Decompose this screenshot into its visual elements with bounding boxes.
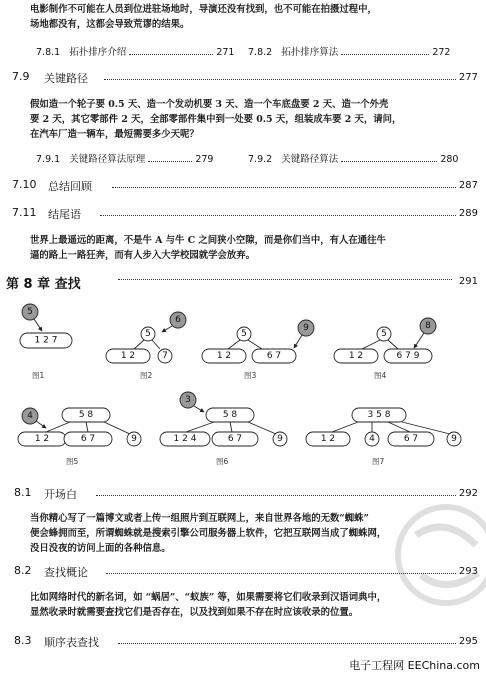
toc-number: 8.3 bbox=[14, 634, 32, 647]
fig7-child4-keys: 9 bbox=[451, 434, 457, 444]
paragraph-line: 假如造一个轮子要 0.5 天、造一个发动机要 3 天、造一个车底盘要 2 天、造一个外壳 bbox=[30, 99, 389, 110]
toc-number: 8.1 bbox=[14, 486, 32, 499]
toc-title: 结尾语 bbox=[48, 208, 81, 221]
toc-title: 总结回顾 bbox=[48, 180, 92, 193]
fig6-mid-keys: 6 7 bbox=[227, 434, 243, 444]
toc-entry-7-10[interactable] bbox=[0, 178, 486, 194]
dot-leader bbox=[118, 634, 456, 644]
fig4-right-keys: 6 7 9 bbox=[396, 351, 420, 361]
fig3-left-keys: 1 2 bbox=[216, 351, 232, 361]
section-paragraph-7-11 bbox=[30, 233, 470, 263]
toc-title: 拓扑排序介绍 bbox=[69, 47, 127, 58]
figure-caption: 图5 bbox=[66, 457, 79, 466]
figure-caption: 图3 bbox=[244, 371, 257, 380]
toc-number: 7.9 bbox=[12, 70, 30, 83]
toc-entry-7-9-2[interactable] bbox=[248, 151, 458, 165]
toc-entry-7-11[interactable] bbox=[0, 206, 486, 222]
toc-title: 开场白 bbox=[44, 488, 77, 501]
toc-page: 277 bbox=[458, 72, 478, 83]
fig2-root-key: 5 bbox=[145, 329, 151, 339]
toc-title: 关键路径算法 bbox=[281, 154, 339, 165]
paragraph-line: 便会蜂拥而至，所谓蜘蛛就是搜索引擎公司服务器上软件，它把互联网当成了蜘蛛网， bbox=[30, 528, 387, 539]
toc-page: 272 bbox=[432, 47, 451, 58]
fig6-new-key: 3 bbox=[185, 395, 191, 405]
toc-number: 7.11 bbox=[12, 206, 37, 219]
toc-number: 7.8.1 bbox=[36, 47, 61, 58]
dot-leader bbox=[118, 279, 452, 280]
figure-caption: 图7 bbox=[372, 457, 385, 466]
paragraph-line: 世界上最遥远的距离，不是牛 A 与牛 C 之间狭小空隙，而是你们当中，有人在通往牛 bbox=[30, 235, 386, 246]
figure-caption: 图6 bbox=[216, 457, 229, 466]
fig5-root-keys: 5 8 bbox=[78, 410, 94, 420]
toc-number: 7.10 bbox=[12, 178, 37, 191]
toc-page: 289 bbox=[458, 208, 478, 219]
dot-leader bbox=[112, 178, 456, 188]
toc-number: 7.9.1 bbox=[36, 154, 61, 165]
fig7-child2-keys: 4 bbox=[369, 434, 375, 444]
toc-entry-7-9-1[interactable] bbox=[36, 151, 213, 165]
fig4-new-key: 8 bbox=[425, 321, 431, 331]
toc-page: 293 bbox=[458, 566, 478, 577]
paragraph-line: 当你精心写了一篇博文或者上传一组照片到互联网上，来自世界各地的无数“蜘蛛” bbox=[30, 513, 369, 524]
toc-entry-8-3[interactable] bbox=[0, 634, 486, 650]
site-watermark: 电子工程网 EEChina.com bbox=[349, 659, 480, 672]
paragraph-line: 场地都没有，这都会导致荒谬的结果。 bbox=[30, 19, 190, 30]
toc-page: 280 bbox=[440, 154, 459, 165]
figure-caption: 图1 bbox=[32, 371, 45, 380]
paragraph-line: 在汽车厂造一辆车，最短需要多少天呢？ bbox=[30, 129, 199, 140]
fig4-left-keys: 1 2 bbox=[348, 351, 364, 361]
paragraph-line: 没日没夜的访问上面的各种信息。 bbox=[30, 543, 171, 554]
fig2-left-keys: 1 2 bbox=[120, 351, 136, 361]
decorative-stamp-icon bbox=[386, 495, 486, 615]
fig3-right-keys: 6 7 bbox=[266, 351, 282, 361]
fig5-right-keys: 9 bbox=[131, 434, 137, 444]
toc-page: 292 bbox=[458, 488, 478, 499]
toc-entry-7-8-2[interactable] bbox=[248, 44, 480, 58]
toc-title: 关键路径 bbox=[44, 72, 88, 85]
fig3-root-key: 5 bbox=[241, 329, 247, 339]
toc-page: 287 bbox=[458, 180, 478, 191]
paragraph-line: 要 2 天，其它零部件 2 天，全部零部件集中到一处要 0.5 天，组装成车要 2 天，请问， bbox=[30, 114, 402, 125]
toc-page: 279 bbox=[195, 154, 214, 165]
figure-caption: 图2 bbox=[140, 371, 153, 380]
toc-page: 295 bbox=[458, 636, 478, 647]
fig5-mid-keys: 6 7 bbox=[80, 434, 96, 444]
toc-title: 拓扑排序算法 bbox=[281, 47, 339, 58]
paragraph-line: 电影制作不可能在人员到位进驻场地时，导演还没有找到，也不可能在拍摄过程中， bbox=[30, 4, 377, 15]
dot-leader bbox=[341, 47, 429, 55]
fig1-node-keys: 1 2 7 bbox=[34, 335, 58, 346]
fig6-root-keys: 5 8 bbox=[222, 410, 238, 420]
fig7-child3-keys: 6 7 bbox=[403, 434, 419, 444]
section-paragraph-7-9 bbox=[30, 97, 470, 142]
fig3-new-key: 9 bbox=[303, 323, 309, 333]
dot-leader bbox=[100, 206, 456, 216]
fig5-left-keys: 1 2 bbox=[34, 434, 50, 444]
toc-entry-7-8-1[interactable] bbox=[36, 44, 234, 58]
figure-caption: 图4 bbox=[374, 371, 387, 380]
toc-entry-chapter-8[interactable] bbox=[6, 273, 480, 291]
toc-number: 7.9.2 bbox=[248, 154, 273, 165]
toc-page: 291 bbox=[458, 276, 478, 287]
toc-title: 顺序表查找 bbox=[44, 636, 99, 649]
fig6-right-keys: 9 bbox=[277, 434, 283, 444]
dot-leader bbox=[129, 47, 213, 55]
fig5-new-key: 4 bbox=[27, 411, 33, 421]
toc-number: 8.2 bbox=[14, 564, 32, 577]
dot-leader bbox=[341, 154, 437, 162]
dot-leader bbox=[148, 154, 192, 162]
toc-page: 271 bbox=[216, 47, 235, 58]
fig7-child1-keys: 1 2 bbox=[320, 434, 336, 444]
fig1-new-key: 5 bbox=[27, 307, 33, 317]
intro-paragraph bbox=[30, 2, 470, 32]
btree-insertion-figures bbox=[0, 298, 486, 478]
paragraph-line: 逼的路上一路狂奔，而有人步入大学校园就学会放弃。 bbox=[30, 250, 256, 261]
paragraph-line: 显然收录时就需要查找它们是否存在，以及找到如果不存在时应该收录的位置。 bbox=[30, 607, 359, 618]
toc-entry-7-9[interactable] bbox=[0, 70, 486, 86]
toc-title: 查找概论 bbox=[44, 566, 88, 579]
chapter-title: 第 8 章 查找 bbox=[6, 277, 81, 292]
fig6-left-keys: 1 2 4 bbox=[173, 434, 197, 444]
fig4-root-key: 5 bbox=[381, 329, 387, 339]
paragraph-line: 比如网络时代的新名词，如 “蜗居”、“蚁族” 等，如果需要将它们收录到汉语词典中， bbox=[30, 592, 387, 603]
fig2-right-keys: 7 bbox=[162, 351, 168, 361]
toc-title: 关键路径算法原理 bbox=[69, 154, 146, 165]
toc-number: 7.8.2 bbox=[248, 47, 273, 58]
fig2-new-key: 6 bbox=[175, 315, 181, 325]
dot-leader bbox=[104, 70, 456, 80]
fig7-root-keys: 3 5 8 bbox=[367, 410, 391, 420]
